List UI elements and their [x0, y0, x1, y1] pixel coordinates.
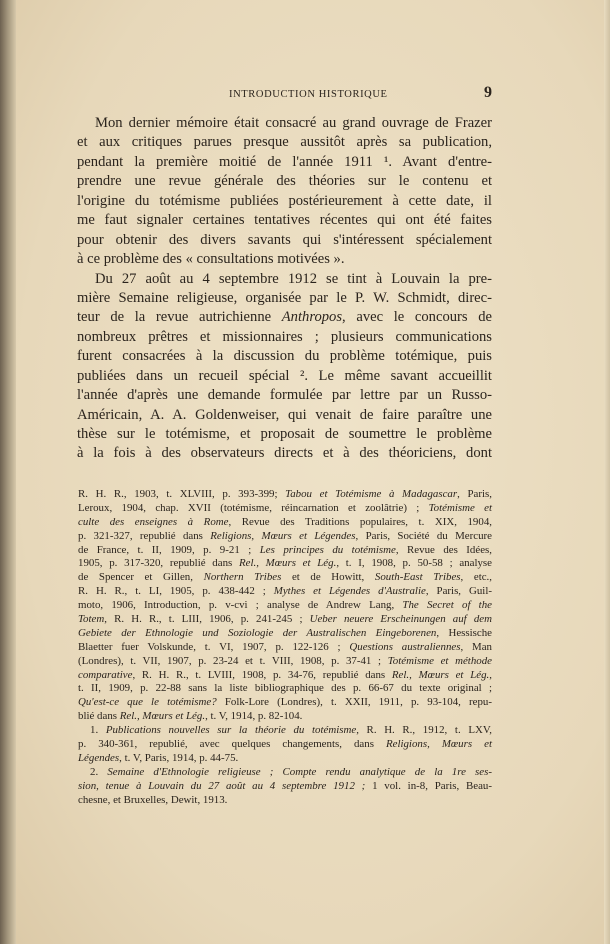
text-line — [77, 250, 492, 269]
text-line — [77, 425, 492, 444]
text: , R. H. R., t. LVIII, 1908, p. 34-76, republié dans — [132, 668, 392, 681]
italic-text: Tabou et Totémisme à Madagascar — [285, 488, 458, 500]
footnote-line — [78, 724, 492, 738]
body-text — [77, 114, 492, 464]
footnote-line — [78, 613, 492, 627]
text: publiées dans un recueil spécial ². Le même savant accueillit — [77, 367, 492, 384]
italic-text: Rel., Mœurs et Lég. — [238, 557, 337, 570]
italic-text: comparative — [78, 668, 133, 681]
page-number: 9 — [484, 84, 492, 101]
footnote-line — [78, 585, 492, 599]
text: , — [489, 668, 492, 681]
book-spine-shadow — [0, 0, 16, 944]
footnote-line — [78, 794, 492, 808]
text: 2. — [90, 765, 108, 778]
text: p. 321-327, republié dans — [78, 529, 211, 542]
page-header — [77, 86, 492, 106]
text: , Hessische — [436, 626, 493, 639]
text: pendant la première moitié de l'année 1911 ¹. Avant d'entre- — [77, 153, 492, 170]
text-line — [77, 231, 492, 250]
italic-text: The Secret of the — [402, 599, 492, 612]
text: Mon dernier mémoire était consacré au grand ouvrage de Frazer — [95, 115, 492, 131]
text: , t. V, Paris, 1914, p. 44-75. — [119, 751, 239, 764]
text: , Paris, Société du Mercure — [355, 529, 492, 542]
text: , avec le concours de — [342, 309, 492, 326]
italic-text: Rel., Mœurs et Lég. — [119, 710, 206, 723]
text: Folk-Lore (Londres), t. XXII, 1911, p. 93-104, repu- — [216, 696, 492, 709]
italic-text: Qu'est-ce que le totémisme? — [78, 696, 217, 709]
text-line — [77, 270, 492, 289]
text: thèse sur le totémisme, et proposait de soumettre le problème — [77, 426, 492, 442]
text: , t. I, 1908, p. 50-58 ; analyse — [336, 557, 492, 570]
footnote-line — [78, 544, 492, 558]
italic-text: Semaine d'Ethnologie religieuse ; Compte rendu analytique de la 1re ses- — [107, 765, 492, 778]
footnote-line — [78, 766, 492, 780]
text-line — [77, 444, 492, 463]
text: et aux critiques parues presque aussitôt après sa publication, — [77, 134, 492, 151]
footnote-line — [78, 655, 492, 669]
text: Blaetter fuer Volskunde, t. VI, 1907, p. 122-126 ; — [78, 640, 350, 653]
text: Du 27 août au 4 septembre 1912 se tint à Louvain la pre- — [95, 270, 492, 287]
italic-text: Légendes — [78, 751, 120, 764]
text: prendre une revue générale des théories sur le contenu et — [77, 173, 492, 190]
italic-text: Anthropos — [281, 309, 343, 326]
italic-text: Religions, Mœurs et Légendes — [210, 529, 356, 542]
text: de France, t. II, 1909, p. 9-21 ; — [78, 543, 260, 556]
text: , R. H. R., t. LIII, 1906, p. 241-245 ; — [104, 613, 310, 626]
italic-text: Questions australiennes — [349, 640, 461, 653]
italic-text: South-East Tribes — [374, 571, 461, 584]
text: R. H. R., 1903, t. XLVIII, p. 393-399; — [78, 488, 286, 500]
text-line — [77, 367, 492, 386]
text-line — [77, 347, 492, 366]
footnote-line — [78, 780, 492, 794]
text: R. H. R., t. LI, 1905, p. 438-442 ; — [78, 585, 274, 598]
italic-text: Les principes du totémisme — [259, 543, 396, 556]
text-line — [77, 114, 492, 133]
text: teur de la revue autrichienne — [77, 309, 282, 326]
footnote-line — [78, 571, 492, 585]
text: et de Howitt, — [281, 571, 375, 584]
text-line — [77, 153, 492, 172]
footnote-line — [78, 641, 492, 655]
italic-text: Northern Tribes — [203, 571, 282, 584]
running-title: INTRODUCTION HISTORIQUE — [229, 89, 388, 100]
text: 1905, p. 317-320, republié dans — [78, 557, 239, 570]
italic-text: Gebiete der Ethnologie und Soziologie der Australischen Eingeborenen — [78, 626, 437, 639]
text: de Spencer et Gillen, — [78, 571, 204, 584]
text-line — [77, 308, 492, 327]
footnote-line — [78, 530, 492, 544]
footnote-line — [78, 696, 492, 710]
text-line — [77, 211, 492, 230]
text-line — [77, 192, 492, 211]
text: Leroux, 1904, chap. XVII (totémisme, réincarnation et zoolâtrie) ; — [78, 501, 429, 514]
italic-text: Mythes et Légendes d'Australie — [273, 585, 426, 598]
footnote-line — [78, 669, 492, 683]
text-line — [77, 406, 492, 425]
text: , R. H. R., 1912, t. LXV, — [356, 724, 493, 737]
italic-text: sion, tenue à Louvain du 27 août au 4 septembre 1912 ; — [78, 779, 366, 792]
footnote-line — [78, 502, 492, 516]
text: mière Semaine religieuse, organisée par le P. W. Schmidt, direc- — [77, 289, 492, 306]
text: , Revue des Idées, — [395, 543, 492, 556]
text: Américain, A. A. Goldenweiser, qui venait de faire paraître une — [77, 406, 492, 423]
italic-text: Ueber neuere Erscheinungen auf dem — [309, 613, 492, 626]
text-line — [77, 386, 492, 405]
text: 1 vol. in-8, Paris, Beau- — [365, 779, 492, 792]
footnote-line — [78, 516, 492, 530]
text: , etc., — [460, 571, 492, 584]
text: , Paris, — [457, 488, 492, 500]
text: t. II, 1909, p. 22-88 sans la liste bibliographique des p. 66-67 du texte original ; — [78, 682, 492, 695]
footnote-line — [78, 738, 492, 752]
footnote-line — [78, 710, 492, 724]
footnote-line — [78, 557, 492, 571]
text: (Londres), t. VII, 1907, p. 23-24 et t. VIII, 1908, p. 37-41 ; — [78, 654, 388, 667]
italic-text: Rel., Mœurs et Lég. — [391, 668, 490, 681]
text-line — [77, 133, 492, 152]
text: , Paris, Guil- — [425, 585, 492, 598]
text: p. 340-361, republié, avec quelques changements, dans — [78, 738, 386, 751]
italic-text: Totémisme et — [428, 501, 492, 514]
text-line — [77, 172, 492, 191]
text: l'origine du totémisme publiées postérieurement à cette date, il — [77, 192, 492, 209]
text: chesne, et Bruxelles, Dewit, 1913. — [78, 793, 228, 806]
italic-text: Totem — [78, 613, 105, 626]
text: furent consacrées à la discussion du problème totémique, puis — [77, 348, 492, 365]
text: me faut signaler certaines tentatives récentes qui ont été faites — [77, 212, 492, 229]
footnote-line — [78, 752, 492, 766]
text: pour obtenir des divers savants qui s'intéressent spécialement — [77, 231, 492, 248]
text-line — [77, 289, 492, 308]
italic-text: culte des enseignes à Rome — [78, 515, 229, 528]
text: , Man — [460, 640, 492, 653]
text: , t. V, 1914, p. 82-104. — [205, 710, 303, 723]
page-edge — [604, 0, 610, 944]
text: moto, 1906, Introduction, p. v-cvi ; analyse de Andrew Lang, — [78, 599, 403, 612]
text: l'année d'après une demande formulée par lettre par un Russo- — [77, 387, 492, 404]
text-line — [77, 328, 492, 347]
italic-text: Religions, Mœurs et — [385, 738, 492, 751]
footnote-line — [78, 599, 492, 613]
text: à la fois à des observateurs directs et à des théoriciens, dont — [77, 445, 492, 462]
footnotes — [78, 488, 492, 807]
text: à ce problème des « consultations motivées ». — [77, 251, 345, 268]
italic-text: Publications nouvelles sur la théorie du totémisme — [105, 724, 357, 737]
text: , Revue des Traditions populaires, t. XIX, 1904, — [228, 515, 492, 528]
text: blié dans — [78, 710, 120, 723]
text: nombreux prêtres et missionnaires ; plusieurs communications — [77, 328, 492, 345]
footnote-line — [78, 627, 492, 641]
footnote-line — [78, 682, 492, 696]
footnote-line — [78, 488, 492, 502]
italic-text: Totémisme et méthode — [387, 654, 492, 667]
text: 1. — [90, 724, 106, 737]
